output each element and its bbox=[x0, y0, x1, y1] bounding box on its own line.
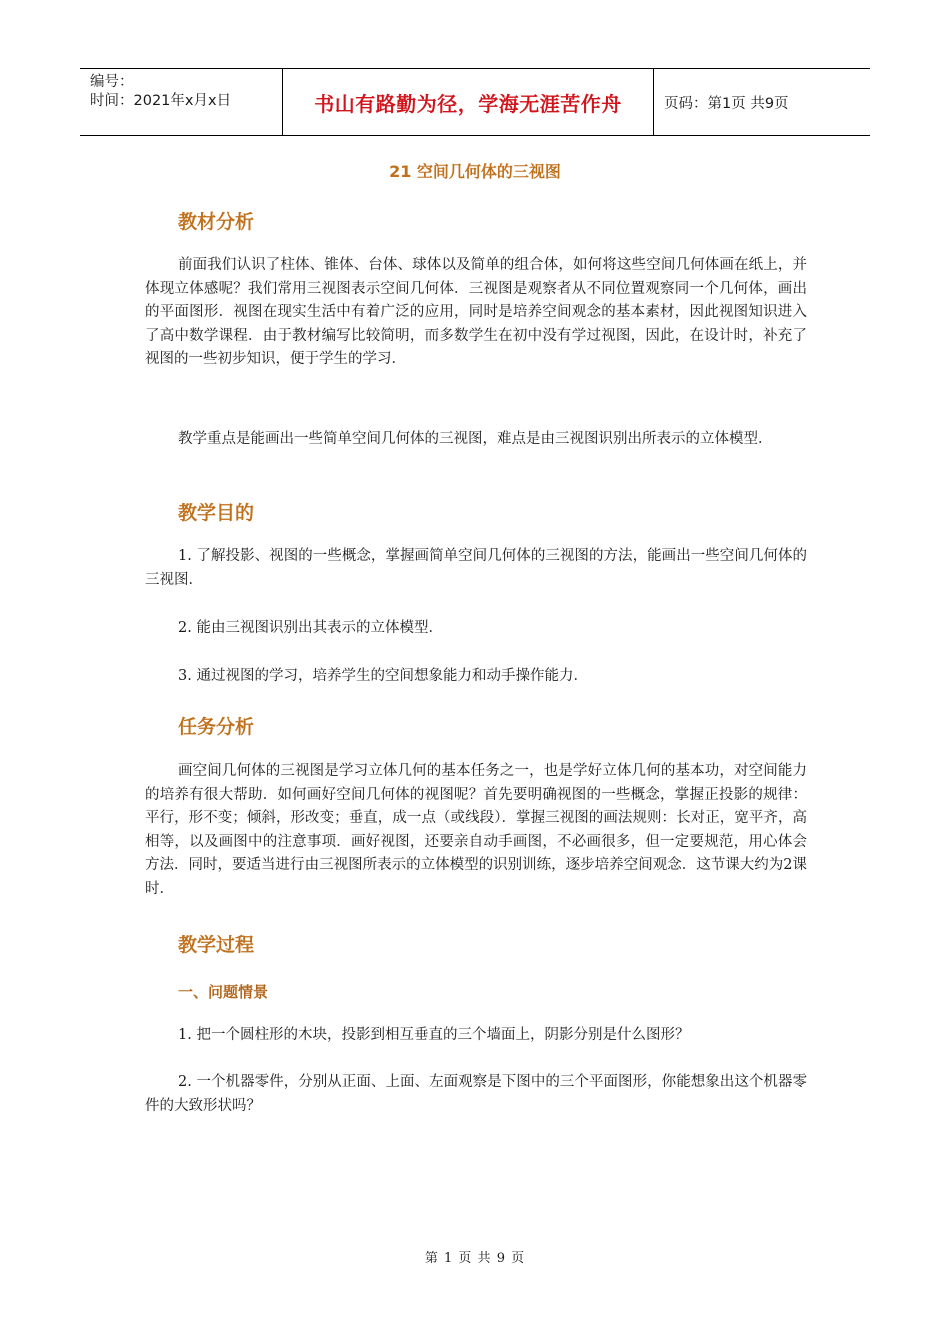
page-footer: 第 1 页 共 9 页 bbox=[424, 1251, 526, 1266]
goal-item-3: 3. 通过视图的学习，培养学生的空间想象能力和动手操作能力． bbox=[178, 668, 588, 684]
heading-goals: 教学目的 bbox=[178, 502, 255, 524]
subheading-problem-scenario: 一、问题情景 bbox=[178, 983, 269, 1001]
date-label: 时间：2021年x月x日 bbox=[90, 93, 232, 109]
header-meta-cell bbox=[80, 69, 282, 135]
header-table bbox=[80, 68, 870, 136]
number-label: 编号： bbox=[90, 74, 134, 90]
task-paragraph: 画空间几何体的三视图是学习立体几何的基本任务之一，也是学好立体几何的基本功，对空间能力的培养有很大帮助．如何画好空间几何体的视图呢？首先要明确视图的一些概念，掌握正投影的规律：平行，形不变；倾斜，形改变；垂直，成一点（或线段）．掌握三视图的画法规则：长对正，宽平齐，高相等，以及画图中的注意事项．画好视图，还要亲自动手画图，不必画很多，但一定要规范，用心体会方法．同时，要适当进行由三视图所表示的立体模型的识别训练，逐步培养空间观念．这节课大约为2课时． bbox=[145, 763, 807, 897]
doc-title: 21 空间几何体的三视图 bbox=[389, 162, 561, 181]
goal-item-2: 2. 能由三视图识别出其表示的立体模型． bbox=[178, 620, 443, 636]
goal-item-1: 1. 了解投影、视图的一些概念，掌握画简单空间几何体的三视图的方法，能画出一些空间几何体的三视图． bbox=[145, 548, 807, 588]
motto-text: 书山有路勤为径，学海无涯苦作舟 bbox=[314, 91, 622, 116]
heading-task: 任务分析 bbox=[178, 716, 255, 738]
page-info: 页码：第1页 共9页 bbox=[664, 95, 789, 112]
heading-process: 教学过程 bbox=[178, 934, 255, 956]
analysis-paragraph-1: 前面我们认识了柱体、锥体、台体、球体以及简单的组合体，如何将这些空间几何体画在纸上，并体现立体感呢？我们常用三视图表示空间几何体．三视图是观察者从不同位置观察同一个几何体，画出的平面图形．视图在现实生活中有着广泛的应用，同时是培养空间观念的基本素材，因此视图知识进入了高中数学课程．由于教材编写比较简明，而多数学生在初中没有学过视图，因此，在设计时，补充了视图的一些初步知识，便于学生的学习． bbox=[145, 257, 807, 368]
header-page-cell bbox=[654, 69, 870, 135]
process-item-1: 1. 把一个圆柱形的木块，投影到相互垂直的三个墙面上，阴影分别是什么图形？ bbox=[178, 1027, 690, 1043]
analysis-paragraph-2: 教学重点是能画出一些简单空间几何体的三视图，难点是由三视图识别出所表示的立体模型． bbox=[178, 431, 773, 447]
heading-analysis: 教材分析 bbox=[178, 211, 255, 233]
header-motto-cell bbox=[282, 69, 654, 135]
process-item-2: 2. 一个机器零件，分别从正面、上面、左面观察是下图中的三个平面图形，你能想象出这个机器零件的大致形状吗？ bbox=[145, 1074, 807, 1114]
